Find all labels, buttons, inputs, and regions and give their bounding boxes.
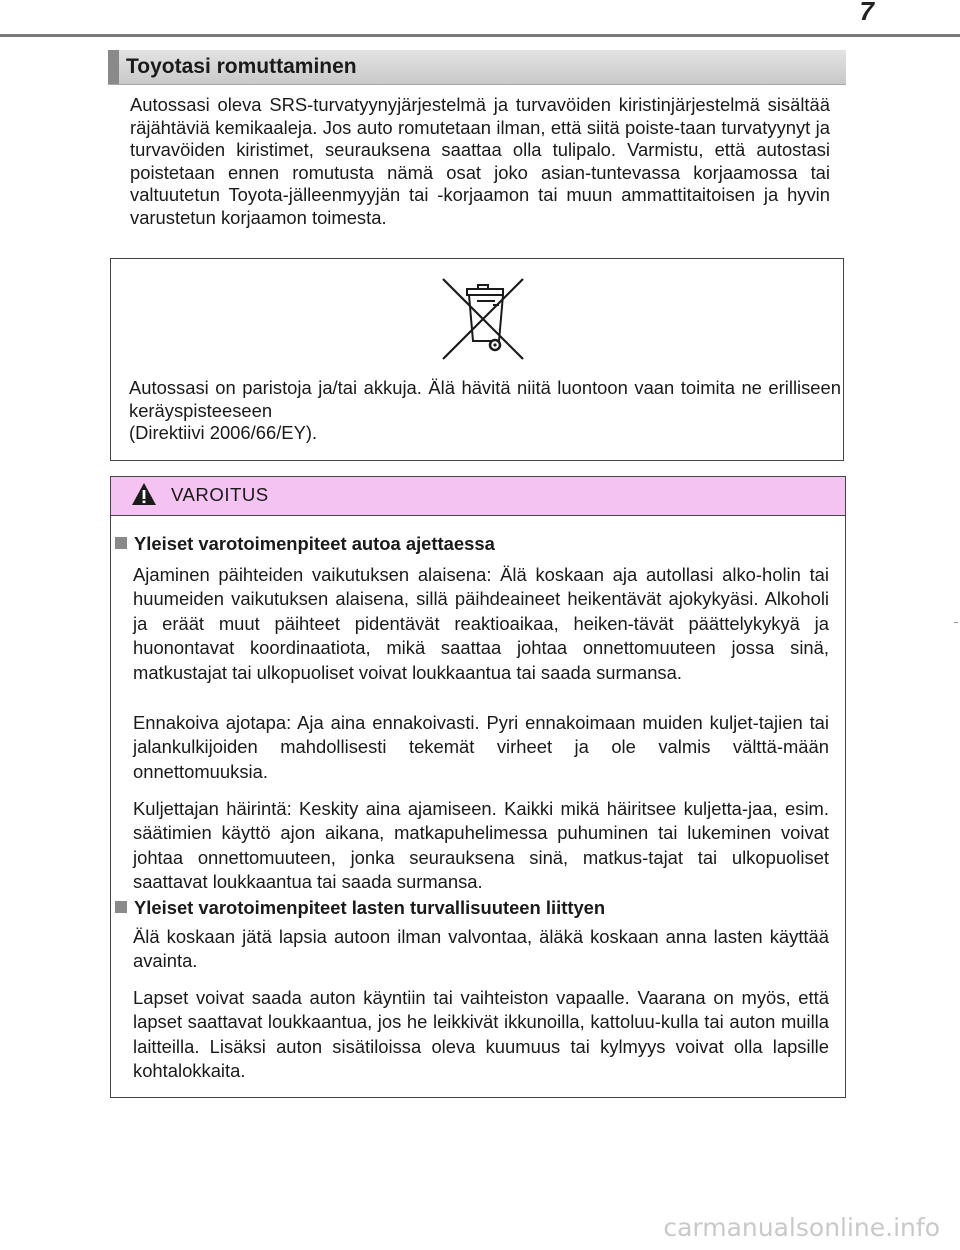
watermark: carmanualsonline.info [663, 1213, 940, 1242]
warning-label: VAROITUS [171, 484, 269, 505]
heading-text: Yleiset varotoimenpiteet autoa ajettaessa [134, 533, 495, 554]
warning-header [111, 477, 845, 516]
crossed-out-wheelie-bin-icon [437, 271, 529, 363]
warning-paragraph: Lapset voivat saada auton käyntiin tai vaihteiston vapaalle. Vaarana on myös, että lapset saattavat loukkaantua, jos he leikkivät ikkunoilla, kattoluu-kulla tai auton muilla laitteilla. Lisäksi auton sisätiloissa oleva kuumuus tai kylmyys voivat olla lapsille kohtalokkaita. [133, 987, 829, 1082]
bullet-square-icon [115, 537, 127, 549]
top-divider [0, 34, 960, 37]
warning-paragraph: Ennakoiva ajotapa: Aja aina ennakoivasti. Pyri ennakoimaan muiden kuljet-tajien tai jalankulkijoiden mahdollisesti tekemät virheet ja ole valmis välttä-mään onnettomuuksia. [133, 712, 829, 782]
page-number: 7 [859, 0, 874, 26]
warning-paragraph: Kuljettajan häirintä: Keskity aina ajamiseen. Kaikki mikä häiritsee kuljetta-jaa, esim. säätimien käyttö ajon aikana, matkapuhelimessa puhuminen tai lukeminen voivat johtaa onnettomuuteen, jonka seurauksena sinä, matkus-tajat tai ulkopuoliset saattavat loukkaantua tai saada surmansa. [133, 798, 829, 893]
battery-notice-line: Autossasi on paristoja ja/tai akkuja. Älä hävitä niitä luontoon vaan toimita ne erilliseen keräyspisteeseen [129, 377, 841, 421]
section-title: Toyotasi romuttaminen [126, 55, 357, 78]
edge-mark [954, 622, 958, 623]
bullet-square-icon [115, 901, 127, 913]
heading-text: Yleiset varotoimenpiteet lasten turvallisuuteen liittyen [134, 897, 606, 918]
battery-notice-text [129, 377, 841, 445]
warning-paragraph: Älä koskaan jätä lapsia autoon ilman valvontaa, äläkä koskaan anna lasten käyttää avainta. [133, 926, 829, 972]
intro-paragraph: Autossasi oleva SRS-turvatyynyjärjestelmä ja turvavöiden kiristinjärjestelmä sisältää räjähtäviä kemikaaleja. Jos auto romutetaan ilman, että siitä poiste-taan turvatyynyt ja turvavöiden kiristimet, seurauksena saattaa olla tulipalo. Varmistu, että autostasi poistetaan ennen romutusta nämä osat joko asian-tuntevassa korjaamossa tai valtuutetun Toyota-jälleenmyyjän tai -korjaamon tai muun ammattitaitoisen ja hyvin varustetun korjaamon toimesta. [130, 94, 830, 228]
section-header [108, 50, 846, 85]
warning-box [110, 476, 846, 1098]
warning-triangle-icon [131, 482, 157, 506]
section-header-bar [108, 50, 119, 84]
directive-reference: (Direktiivi 2006/66/EY). [129, 422, 318, 444]
warning-section-heading [115, 533, 495, 555]
warning-section-heading [115, 897, 605, 919]
warning-paragraph: Ajaminen päihteiden vaikutuksen alaisena: Älä koskaan aja autollasi alko-holin tai huumeiden vaikutuksen alaisena, sillä päihdeaineet heikentävät ajokykyäsi. Alkoholi ja eräät muut päihteet pidentävät reaktioaikaa, heiken-tävät päättelykykyä ja huonontavat koordinaatiota, mikä saattaa johtaa onnettomuuteen jossa sinä, matkustajat tai ulkopuoliset voivat loukkaantua tai saada surmansa. [133, 564, 829, 683]
battery-disposal-notice [110, 258, 844, 461]
